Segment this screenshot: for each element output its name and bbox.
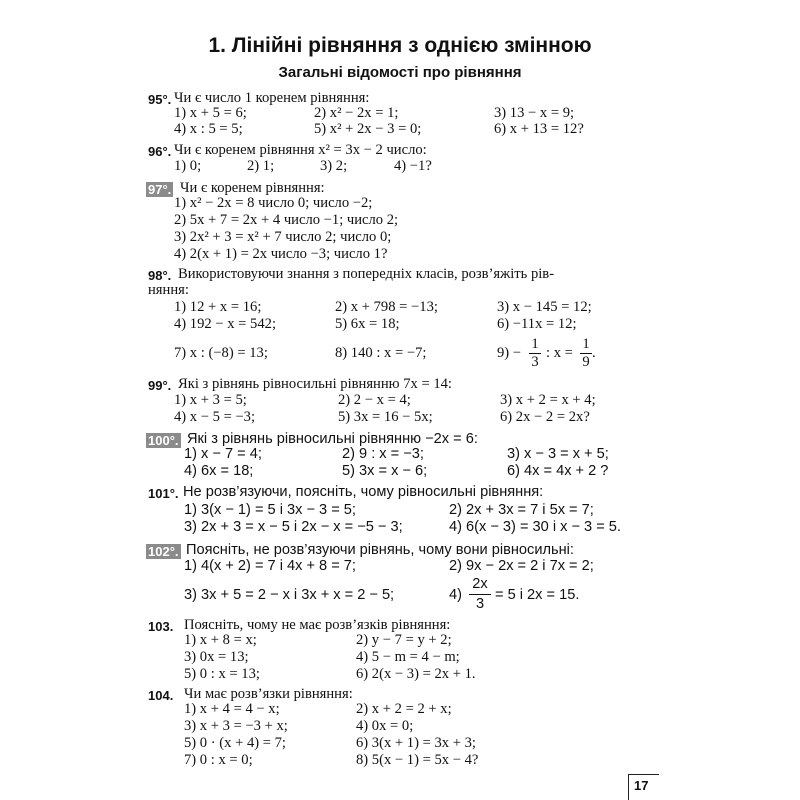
- task-option: 2) 9 : x = −3;: [342, 446, 424, 462]
- fraction-end: .: [592, 345, 596, 361]
- task-option: 5) 3x = 16 − 5x;: [338, 409, 433, 425]
- task-question-96: Чи є коренем рівняння x² = 3x − 2 число:: [174, 142, 427, 158]
- task-option: 6) 2(x − 3) = 2x + 1.: [356, 666, 476, 682]
- task-option: 3) 2;: [320, 158, 348, 174]
- task-question-98-cont: няння:: [148, 282, 189, 298]
- task-number-103: 103.: [148, 619, 174, 634]
- task-question-100: Які з рівнянь рівносильні рівнянню −2x = 6:: [187, 431, 478, 447]
- task-option: 8) 140 : x = −7;: [335, 345, 427, 361]
- task-option: 5) 0 · (x + 4) = 7;: [184, 735, 286, 751]
- task-option: 5) x² + 2x − 3 = 0;: [314, 121, 422, 137]
- task-question-98: Використовуючи знання з попередніх класів, розв’яжіть рів-: [178, 266, 555, 282]
- task-option: 2) y − 7 = y + 2;: [356, 632, 452, 648]
- fraction-middle: : x =: [546, 345, 573, 361]
- task-option: 4) 6(x − 3) = 30 і x − 3 = 5.: [449, 519, 621, 535]
- task-option: 1) x + 8 = x;: [184, 632, 257, 648]
- task-option: 2) 2 − x = 4;: [338, 392, 411, 408]
- task-question-97: Чи є коренем рівняння:: [180, 180, 325, 196]
- task-option: 6) 3(x + 1) = 3x + 3;: [356, 735, 476, 751]
- task-option: 6) x + 13 = 12?: [494, 121, 584, 137]
- task-option: 1) 3(x − 1) = 5 і 3x − 3 = 5;: [184, 502, 356, 518]
- task-number-102: [146, 543, 181, 560]
- task-number-98: 98°.: [148, 268, 172, 283]
- task-number-95: 95°.: [148, 92, 172, 107]
- fraction-rest: = 5 і 2x = 15.: [495, 587, 580, 603]
- task-option: 4) 6x = 18;: [184, 463, 254, 479]
- task-option: 5) 3x = x − 6;: [342, 463, 428, 479]
- task-option: 8) 5(x − 1) = 5x − 4?: [356, 752, 479, 768]
- task-number-104: 104.: [148, 688, 174, 703]
- task-option: 3) x + 3 = −3 + x;: [184, 718, 288, 734]
- fraction-numerator: 2x: [472, 576, 488, 592]
- task-question-104: Чи має розв’язки рівняння:: [184, 686, 353, 702]
- page-number: 17: [628, 774, 659, 800]
- task-option: 4) 5 − m = 4 − m;: [356, 649, 460, 665]
- task-option: 4) x : 5 = 5;: [174, 121, 243, 137]
- task-option: 1) x + 3 = 5;: [174, 392, 247, 408]
- task-number-97: [146, 181, 173, 198]
- section-subtitle: Загальні відомості про рівняння: [278, 64, 522, 81]
- task-number-96: 96°.: [148, 144, 172, 159]
- task-option: 1) x + 4 = 4 − x;: [184, 701, 280, 717]
- task-option: 2) 1;: [247, 158, 275, 174]
- task-option: 3) 13 − x = 9;: [494, 105, 575, 121]
- fraction-denominator: 3: [475, 596, 485, 612]
- task-option: 5) 0 : x = 13;: [184, 666, 260, 682]
- task-option: 2) 9x − 2x = 2 і 7x = 2;: [449, 558, 594, 574]
- task-option: 3) 0x = 13;: [184, 649, 249, 665]
- task-question-102: Поясніть, не розв’язуючи рівнянь, чому вони рівносильні:: [186, 542, 574, 558]
- task-option: 6) 2x − 2 = 2x?: [500, 409, 590, 425]
- task-option: 4): [449, 587, 462, 603]
- task-option: 2) x + 798 = −13;: [335, 299, 438, 315]
- task-number-highlight: 102°.: [148, 544, 179, 559]
- task-option: 3) 2x + 3 = x − 5 і 2x − x = −5 − 3;: [184, 519, 403, 535]
- task-number-100: [146, 432, 181, 449]
- task-option: 1) 4(x + 2) = 7 і 4x + 8 = 7;: [184, 558, 356, 574]
- task-number-highlight: 100°.: [148, 433, 179, 448]
- task-option: 9) −: [497, 345, 522, 361]
- task-option: 5) 6x = 18;: [335, 316, 400, 332]
- task-option: 2) 2x + 3x = 7 і 5x = 7;: [449, 502, 594, 518]
- task-option: 6) 4x = 4x + 2 ?: [507, 463, 609, 479]
- task-option: 3) x − 145 = 12;: [497, 299, 592, 315]
- task-question-99: Які з рівнянь рівносильні рівнянню 7x = 14:: [178, 376, 452, 392]
- task-number-101: 101°.: [148, 486, 179, 501]
- task-option: 3) x + 2 = x + 4;: [500, 392, 596, 408]
- fraction-denominator: 3: [531, 354, 539, 370]
- task-option: 2) x² − 2x = 1;: [314, 105, 399, 121]
- task-option: 7) 0 : x = 0;: [184, 752, 253, 768]
- fraction-numerator: 1: [582, 336, 590, 352]
- task-number-99: 99°.: [148, 378, 172, 393]
- task-option: 2) x + 2 = 2 + x;: [356, 701, 452, 717]
- task-option: 3) x − 3 = x + 5;: [507, 446, 609, 462]
- task-option: 2) 5x + 7 = 2x + 4 число −1; число 2;: [174, 212, 399, 228]
- task-option: 1) x² − 2x = 8 число 0; число −2;: [174, 195, 373, 211]
- task-option: 1) 0;: [174, 158, 202, 174]
- task-option: 1) x − 7 = 4;: [184, 446, 262, 462]
- task-question-101: Не розв’язуючи, поясніть, чому рівносильні рівняння:: [183, 484, 544, 500]
- task-option: 7) x : (−8) = 13;: [174, 345, 268, 361]
- task-option: 6) −11x = 12;: [497, 316, 577, 332]
- task-option: 4) −1?: [394, 158, 432, 174]
- fraction-bar: [469, 594, 491, 595]
- task-option: 4) x − 5 = −3;: [174, 409, 256, 425]
- fraction-denominator: 9: [582, 354, 590, 370]
- fraction-numerator: 1: [531, 336, 539, 352]
- task-option: 4) 2(x + 1) = 2x число −3; число 1?: [174, 246, 388, 262]
- task-option: 3) 3x + 5 = 2 − x і 3x + x = 2 − 5;: [184, 587, 395, 603]
- task-number-highlight: 97°.: [148, 182, 172, 197]
- task-option: 1) 12 + x = 16;: [174, 299, 262, 315]
- task-question-103: Поясніть, чому не має розв’язків рівняння:: [184, 617, 451, 633]
- task-option: 1) x + 5 = 6;: [174, 105, 247, 121]
- section-title: 1. Лінійні рівняння з однією змінною: [208, 34, 592, 57]
- task-question-95: Чи є число 1 коренем рівняння:: [174, 90, 370, 106]
- task-option: 3) 2x² + 3 = x² + 7 число 2; число 0;: [174, 229, 392, 245]
- task-option: 4) 0x = 0;: [356, 718, 414, 734]
- task-option: 4) 192 − x = 542;: [174, 316, 276, 332]
